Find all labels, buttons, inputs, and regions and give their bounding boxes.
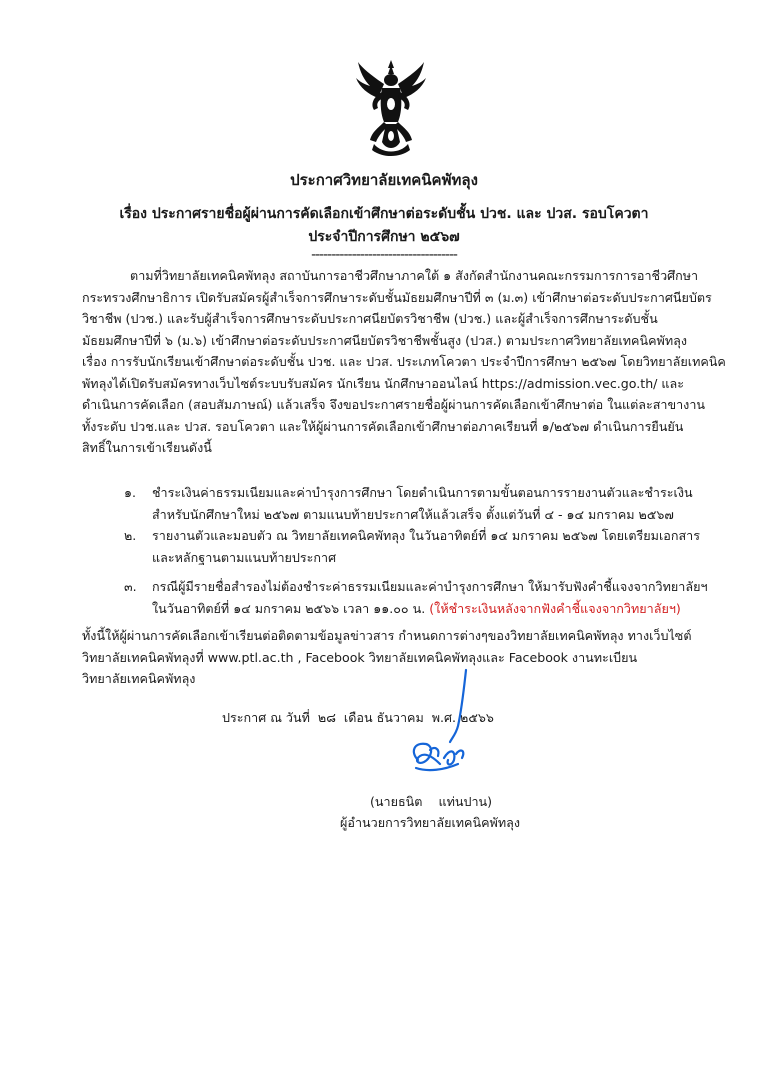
paragraph-line: ทั้งระดับ ปวช.และ ปวส. รอบโควตา และให้ผู้ผ่านการคัดเลือกเข้าศึกษาต่อภาคเรียนที่ ๑/๒๕๖๗ ดำเนินการยืนยัน (82, 418, 684, 434)
list-item (82, 482, 704, 525)
list-item-number: ๑. (124, 485, 136, 500)
paragraph-line: สิทธิ์ในการเข้าเรียนดังนี้ (82, 440, 212, 455)
payment-note: (ให้ชำระเงินหลังจากฟังคำชี้แจงจากวิทยาลัยฯ) (429, 600, 681, 616)
paragraph-line: มัธยมศึกษาปีที่ ๖ (ม.๖) เข้าศึกษาต่อระดับประกาศนียบัตรวิชาชีพชั้นสูง (ปวส.) ตามประกาศวิทยาลัยเทคนิคพัทลุง (82, 332, 687, 348)
closing-paragraph (82, 625, 704, 690)
closing-line: วิทยาลัยเทคนิคพัทลุงที่ www.ptl.ac.th , Facebook วิทยาลัยเทคนิคพัทลุงและ Facebook งานทะเบียน (82, 649, 638, 665)
list-item-line: ชำระเงินค่าธรรมเนียมและค่าบำรุงการศึกษา โดยดำเนินการตามขั้นตอนการรายงานตัวและชำระเงิน (152, 485, 693, 500)
paragraph-line: เรื่อง การรับนักเรียนเข้าศึกษาต่อระดับชั้น ปวช. และ ปวส. ประเภทโควตา ประจำปีการศึกษา ๒๕๖๗ โดยวิทยาลัยเทคนิค (82, 354, 726, 369)
closing-line: วิทยาลัยเทคนิคพัทลุง (82, 671, 196, 686)
paragraph-line: ตามที่วิทยาลัยเทคนิคพัทลุง สถาบันการอาชีวศึกษาภาคใต้ ๑ สังกัดสำนักงานคณะกรรมการการอาชีวศึกษา (82, 268, 699, 283)
academic-year: ประจำปีการศึกษา ๒๕๖๗ (308, 229, 460, 245)
list-item-line: รายงานตัวและมอบตัว ณ วิทยาลัยเทคนิคพัทลุง ในวันอาทิตย์ที่ ๑๔ มกราคม ๒๕๖๗ โดยเตรียมเอกสาร (152, 528, 700, 543)
list-item-line: สำหรับนักศึกษาใหม่ ๒๕๖๗ ตามแนบท้ายประกาศให้แล้วเสร็จ ตั้งแต่วันที่ ๔ - ๑๔ มกราคม ๒๕๖๗ (152, 506, 674, 522)
main-paragraph (82, 265, 726, 459)
list-item-line (152, 598, 708, 620)
announcement-date: ประกาศ ณ วันที่ ๒๘ เดือน ธันวาคม พ.ศ. ๒๕๖๖ (222, 710, 494, 725)
paragraph-line: พัทลุงได้เปิดรับสมัครทางเว็บไซต์ระบบรับสมัคร นักเรียน นักศึกษาออนไลน์ https://admission.vec.go.th/ และ (82, 375, 685, 391)
schedule-text: ในวันอาทิตย์ที่ ๑๔ มกราคม ๒๕๖๖ เวลา ๑๑.๐๐ น. (152, 600, 430, 616)
garuda-emblem-icon (354, 58, 428, 158)
list-item-number: ๒. (124, 528, 137, 543)
list-item (82, 576, 708, 619)
list-item-line: และหลักฐานตามแนบท้ายประกาศ (152, 549, 337, 565)
document-title: ประกาศวิทยาลัยเทคนิคพัทลุง (290, 171, 478, 189)
list-item-number: ๓. (124, 579, 137, 594)
closing-line: ทั้งนี้ให้ผู้ผ่านการคัดเลือกเข้าเรียนต่อติดตามข้อมูลข่าวสาร กำหนดการต่างๆของวิทยาลัยเทคนิคพัทลุง ทางเว็บไซต์ (82, 628, 692, 643)
document-subject: เรื่อง ประกาศรายชื่อผู้ผ่านการคัดเลือกเข้าศึกษาต่อระดับชั้น ปวช. และ ปวส. รอบโควตา (119, 206, 649, 222)
list-item-line: กรณีผู้มีรายชื่อสำรองไม่ต้องชำระค่าธรรมเนียมและค่าบำรุงการศึกษา ให้มารับฟังคำชี้แจงจากวิทยาลัยฯ (152, 579, 708, 594)
paragraph-line: วิชาชีพ (ปวช.) และรับผู้สำเร็จการศึกษาระดับประกาศนียบัตรวิชาชีพ (ปวช.) และผู้สำเร็จการศึกษาระดับชั้น (82, 311, 658, 326)
list-item (82, 525, 704, 576)
paragraph-line: ดำเนินการคัดเลือก (สอบสัมภาษณ์) แล้วเสร็จ จึงขอประกาศรายชื่อผู้ผ่านการคัดเลือกเข้าศึกษาต่อ ในแต่ละสาขางาน (82, 397, 705, 412)
signature-icon (400, 668, 500, 786)
paragraph-line: กระทรวงศึกษาธิการ เปิดรับสมัครผู้สำเร็จการศึกษาระดับชั้นมัธยมศึกษาปีที่ ๓ (ม.๓) เข้าศึกษาต่อระดับประกาศนียบัตร (82, 289, 712, 305)
numbered-list (82, 482, 708, 619)
signer-title: ผู้อำนวยการวิทยาลัยเทคนิคพัทลุง (340, 815, 520, 830)
signer-name: (นายธนิต แท่นปาน) (370, 794, 493, 809)
header-divider: ------------------------------------ (311, 247, 457, 263)
